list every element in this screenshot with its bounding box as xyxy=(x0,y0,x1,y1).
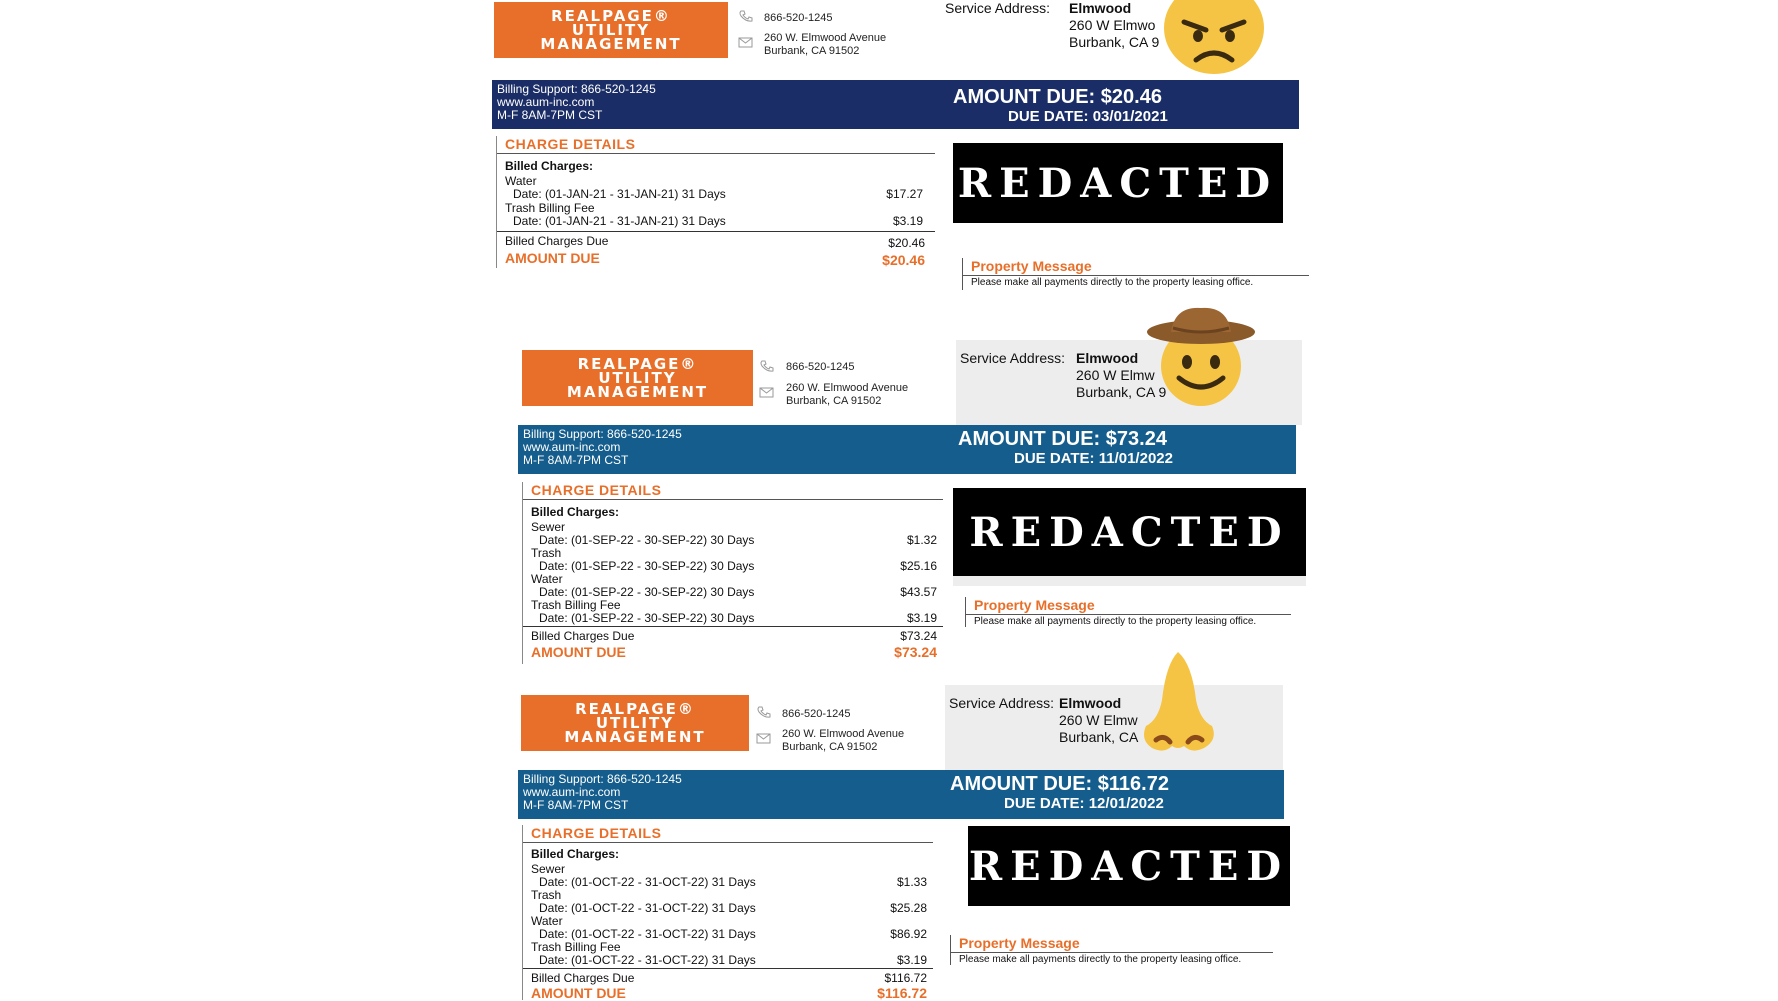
billing-support: Billing Support: 866-520-1245 www.aum-inc.com M-F 8AM-7PM CST xyxy=(523,427,682,467)
service-address: Service Address: Elmwood 260 W Elmw Burbank, CA 9 xyxy=(956,340,1302,425)
service-address: Service Address: Elmwood 260 W Elmw Burbank, CA xyxy=(945,685,1283,770)
charge-details-title: CHARGE DETAILS xyxy=(505,136,636,152)
charge-row: Trash Billing Fee Date: (01-SEP-22 - 30-SEP-22) 30 Days $3.19 xyxy=(531,598,937,625)
charge-row: Trash Billing Fee Date: (01-OCT-22 - 31-OCT-22) 31 Days $3.19 xyxy=(531,940,927,967)
contact-phone: 866-520-1245 xyxy=(782,708,851,720)
contact-phone: 866-520-1245 xyxy=(786,361,855,373)
property-message-title: Property Message xyxy=(974,597,1095,613)
amount-due-value: $116.72 xyxy=(877,985,927,1001)
charge-details xyxy=(496,136,935,268)
mail-icon xyxy=(759,386,774,399)
mail-icon xyxy=(756,732,771,745)
utility-bill-1 xyxy=(0,0,1778,300)
billed-charges-due-label: Billed Charges Due xyxy=(531,629,635,643)
billed-charges-due-value: $73.24 xyxy=(900,629,937,643)
billing-support: Billing Support: 866-520-1245 www.aum-inc.com M-F 8AM-7PM CST xyxy=(523,772,682,812)
due-date-header: DUE DATE: 12/01/2022 xyxy=(1004,795,1164,812)
property-message-title: Property Message xyxy=(971,258,1092,274)
charge-row: Water Date: (01-SEP-22 - 30-SEP-22) 30 Days $43.57 xyxy=(531,572,937,599)
charge-row: Trash Date: (01-OCT-22 - 31-OCT-22) 31 Days $25.28 xyxy=(531,888,927,915)
phone-icon xyxy=(756,706,771,719)
realpage-logo: REALPAGE® UTILITY MANAGEMENT xyxy=(494,2,728,58)
utility-bill-2 xyxy=(0,300,1778,660)
amount-due-value: $20.46 xyxy=(882,252,925,268)
service-address: Service Address: Elmwood 260 W Elmwo Burbank, CA 9 xyxy=(945,0,1160,50)
property-message xyxy=(950,935,1273,965)
billing-summary-band xyxy=(518,425,1296,474)
charge-row: Trash Date: (01-SEP-22 - 30-SEP-22) 30 Days $25.16 xyxy=(531,546,937,573)
contact-address: 260 W. Elmwood Avenue Burbank, CA 91502 xyxy=(782,728,905,753)
mail-icon xyxy=(738,36,753,49)
nose-icon xyxy=(1138,650,1220,754)
billing-summary-band xyxy=(492,80,1299,129)
contact-address: 260 W. Elmwood Avenue Burbank, CA 91502 xyxy=(764,32,887,57)
property-message-text: Please make all payments directly to the property leasing office. xyxy=(971,277,1254,288)
phone-icon xyxy=(759,360,774,373)
billed-charges-due-value: $20.46 xyxy=(888,236,925,250)
charge-details xyxy=(522,825,933,1000)
phone-icon xyxy=(738,10,753,23)
billed-charges-label: Billed Charges: xyxy=(505,159,594,173)
charge-details-title: CHARGE DETAILS xyxy=(531,825,662,841)
service-address-label: Service Address: xyxy=(949,695,1055,711)
angry-face-icon xyxy=(1162,0,1266,76)
due-date-header: DUE DATE: 03/01/2021 xyxy=(1008,108,1168,125)
charge-details xyxy=(522,482,943,664)
contact-phone: 866-520-1245 xyxy=(764,12,833,24)
billed-charges-due-label: Billed Charges Due xyxy=(531,971,635,985)
charge-row: Sewer Date: (01-OCT-22 - 31-OCT-22) 31 Days $1.33 xyxy=(531,862,927,889)
amount-due-label: AMOUNT DUE xyxy=(531,644,626,660)
redacted-block: REDACTED xyxy=(968,826,1290,906)
amount-due-header: AMOUNT DUE: $73.24 xyxy=(958,428,1167,450)
billing-summary-band xyxy=(518,770,1284,819)
service-address-label: Service Address: xyxy=(960,350,1066,366)
charge-details-title: CHARGE DETAILS xyxy=(531,482,662,498)
charge-row: Water Date: (01-OCT-22 - 31-OCT-22) 31 Days $86.92 xyxy=(531,914,927,941)
billed-charges-due-value: $116.72 xyxy=(884,971,927,985)
billing-support: Billing Support: 866-520-1245 www.aum-inc.com M-F 8AM-7PM CST xyxy=(497,82,656,122)
property-message xyxy=(965,597,1291,627)
charge-row: Water Date: (01-JAN-21 - 31-JAN-21) 31 Days $17.27 xyxy=(505,174,923,201)
amount-due-value: $73.24 xyxy=(894,644,937,660)
contact-address: 260 W. Elmwood Avenue Burbank, CA 91502 xyxy=(786,382,909,407)
amount-due-label: AMOUNT DUE xyxy=(531,985,626,1001)
amount-due-header: AMOUNT DUE: $116.72 xyxy=(950,773,1169,795)
redacted-block: REDACTED xyxy=(953,143,1283,223)
cowboy-hat-face-icon xyxy=(1145,304,1257,408)
property-message-title: Property Message xyxy=(959,935,1080,951)
amount-due-label: AMOUNT DUE xyxy=(505,250,600,266)
billed-charges-label: Billed Charges: xyxy=(531,847,620,861)
utility-bill-3 xyxy=(0,650,1778,1000)
property-message xyxy=(962,258,1309,290)
property-message-text: Please make all payments directly to the property leasing office. xyxy=(974,616,1257,627)
property-message-text: Please make all payments directly to the property leasing office. xyxy=(959,954,1242,965)
realpage-logo: REALPAGE® UTILITY MANAGEMENT xyxy=(521,695,749,751)
charge-row: Sewer Date: (01-SEP-22 - 30-SEP-22) 30 Days $1.32 xyxy=(531,520,937,547)
due-date-header: DUE DATE: 11/01/2022 xyxy=(1014,450,1173,467)
billed-charges-label: Billed Charges: xyxy=(531,505,620,519)
billed-charges-due-label: Billed Charges Due xyxy=(505,234,609,248)
amount-due-header: AMOUNT DUE: $20.46 xyxy=(953,86,1162,108)
charge-row: Trash Billing Fee Date: (01-JAN-21 - 31-JAN-21) 31 Days $3.19 xyxy=(505,201,923,228)
service-address-label: Service Address: xyxy=(945,0,1051,16)
realpage-logo: REALPAGE® UTILITY MANAGEMENT xyxy=(522,350,753,406)
redacted-block: REDACTED xyxy=(953,488,1306,576)
